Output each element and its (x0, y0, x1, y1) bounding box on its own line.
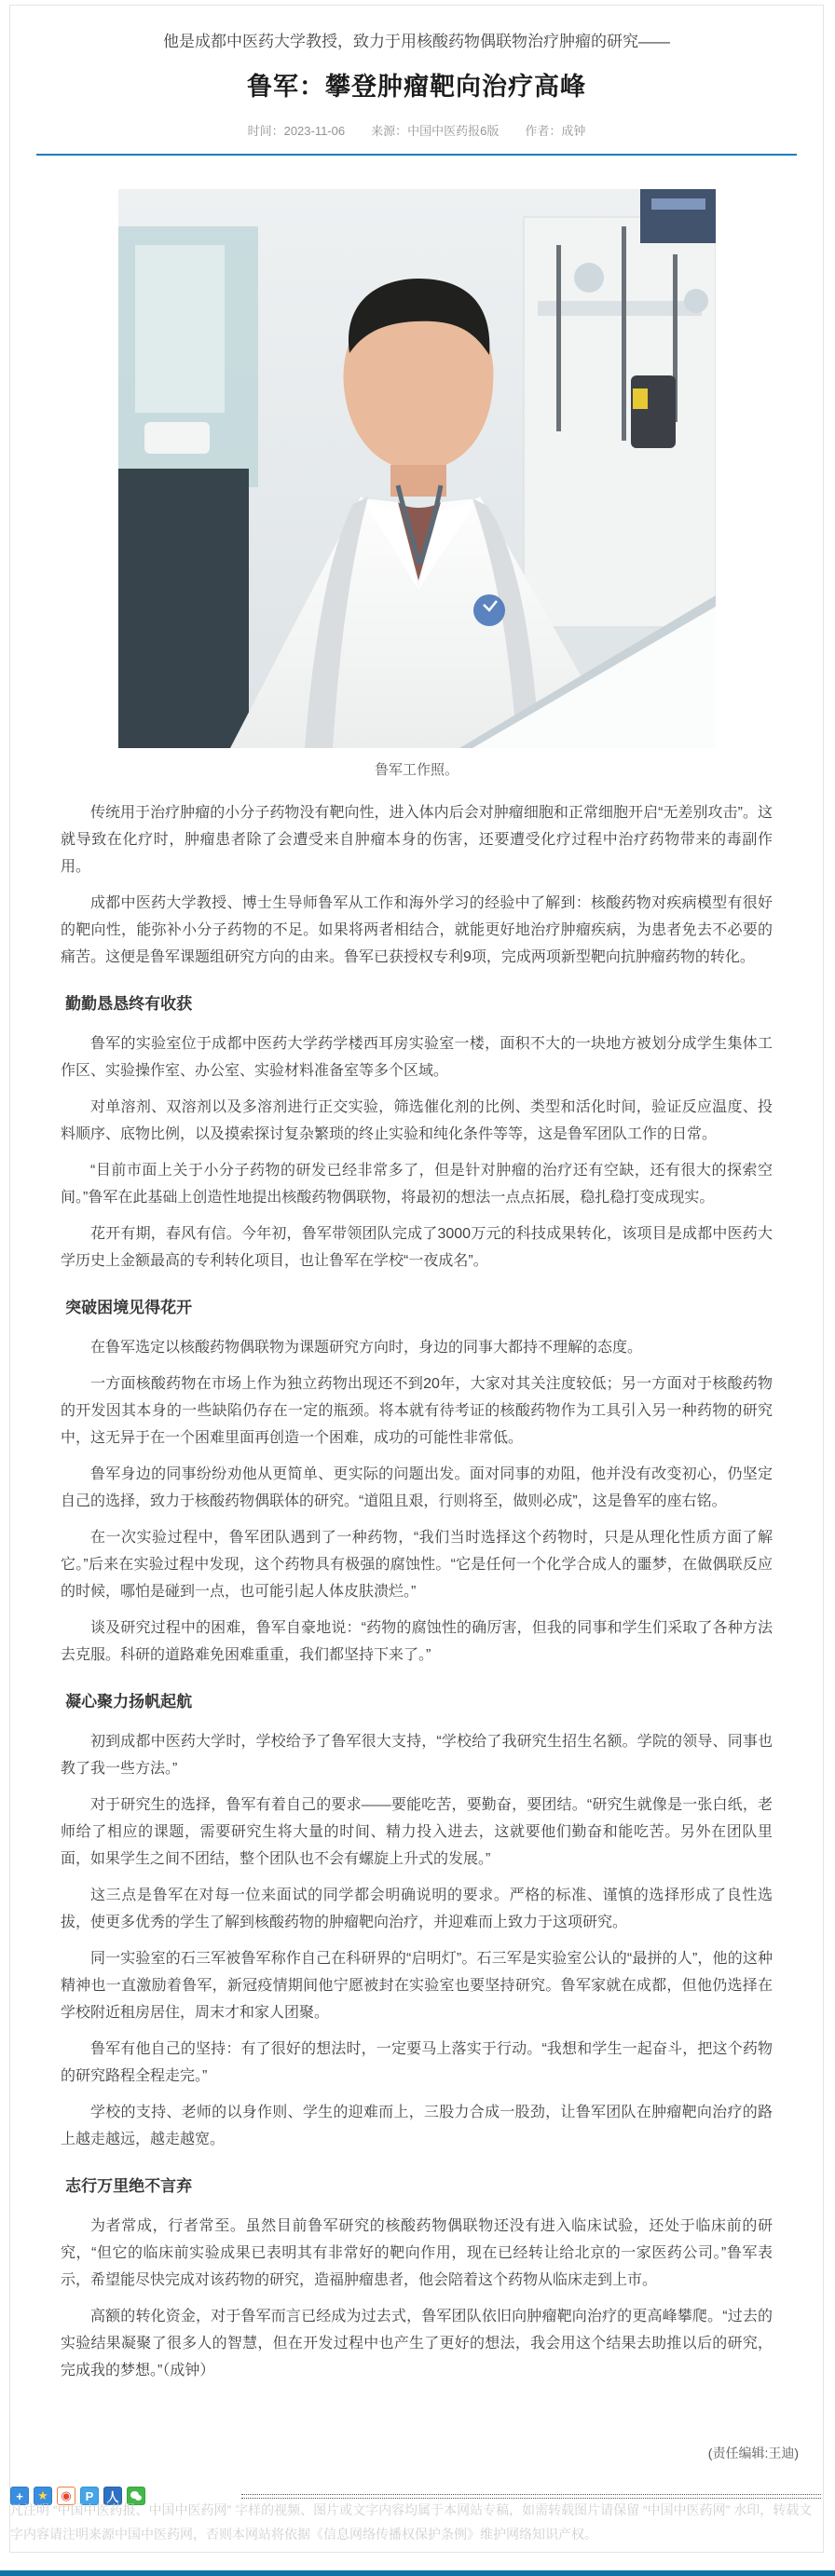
tencent-weibo-icon[interactable]: P (80, 2487, 99, 2505)
article-paragraph: 传统用于治疗肿瘤的小分子药物没有靶向性，进入体内后会对肿瘤细胞和正常细胞开启“无差别攻击”。这就导致在化疗时，肿瘤患者除了会遭受来自肿瘤本身的伤害，还要遭受化疗过程中治疗药物带来的毒副作用。 (61, 805, 773, 875)
article-paragraph: 对于研究生的选择，鲁军有着自己的要求——要能吃苦，要勤奋，要团结。“研究生就像是一张白纸，老师给了相应的课题，需要研究生将大量的时间、精力投入进去，这就要他们勤奋和能吃苦。另外在团队里面，如果学生之间不团结，整个团队也不会有螺旋上升式的发展。” (61, 1797, 773, 1867)
page-bottom-bar (0, 2570, 835, 2576)
article-paragraph: 成都中医药大学教授、博士生导师鲁军从工作和海外学习的经验中了解到：核酸药物对疾病模型有很好的靶向性，能弥补小分子药物的不足。如果将两者相结合，就能更好地治疗肿瘤疾病，为患者免去不必要的痛苦。这便是鲁军课题组研究方向的由来。鲁军已获授权专利9项，完成两项新型靶向抗肿瘤药物的转化。 (61, 895, 773, 965)
section-heading: 突破困境见得花开 (65, 1299, 193, 1316)
qzone-icon[interactable]: ★ (34, 2487, 52, 2505)
section-heading: 勤勤恳恳终有收获 (65, 995, 193, 1013)
photo-caption: 鲁军工作照。 (374, 762, 459, 778)
lab-photo-illustration (118, 189, 716, 748)
section-heading: 凝心聚力扬帆起航 (65, 1693, 193, 1711)
article-paragraph: 鲁军有他自己的坚持：有了很好的想法时，一定要马上落实于行动。“我想和学生一起奋斗，把这个药物的研究路程全程走完。” (61, 2041, 773, 2084)
article-paragraph: 高额的转化资金，对于鲁军而言已经成为过去式，鲁军团队依旧向肿瘤靶向治疗的更高峰攀爬。“过去的实验结果凝聚了很多人的智慧，但在开发过程中也产生了更好的想法，我会用这个结果去助推以后的研究，完成我的梦想。”（成钟） (61, 2309, 773, 2378)
copyright-notice: 凡注明 “中国中医药报、中国中医药网” 字样的视频、图片或文字内容均属于本网站专稿，如需转载图片请保留 “中国中医药网” 水印，转载文字内容请注明来源中国中医药网，否则本网站将依据《信息网络传播权保护条例》维护网络知识产权。 (10, 2502, 813, 2542)
meta-time: 时间：2023-11-06 (247, 124, 346, 138)
article-paragraph: 这三点是鲁军在对每一位来面试的同学都会明确说明的要求。严格的标准、谨慎的选择形成了良性选拔，使更多优秀的学生了解到核酸药物的肿瘤靶向治疗，并迎难而上致力于这项研究。 (61, 1888, 773, 1930)
article-paragraph: 谈及研究过程中的困难，鲁军自豪地说：“药物的腐蚀性的确厉害，但我的同事和学生们采取了各种方法去克服。科研的道路难免困难重重，我们都坚持下来了。” (61, 1620, 773, 1663)
article-paragraph: 在鲁军选定以核酸药物偶联物为课题研究方向时，身边的同事大都持不理解的态度。 (90, 1340, 643, 1356)
renren-icon[interactable]: 人 (103, 2487, 122, 2505)
article-photo (118, 189, 716, 748)
section-heading: 志行万里绝不言弃 (65, 2177, 193, 2195)
article-paragraph: 初到成都中医药大学时，学校给予了鲁军很大支持，“学校给了我研究生招生名额。学院的领导、同事也教了我一些方法。” (61, 1734, 773, 1777)
header-divider (36, 154, 797, 156)
share-plus-icon[interactable]: + (10, 2487, 29, 2505)
article-supertitle: 他是成都中医药大学教授，致力于用核酸药物偶联物治疗肿瘤的研究—— (163, 33, 670, 50)
article-meta (36, 121, 797, 139)
article-paragraph: 鲁军的实验室位于成都中医药大学药学楼西耳房实验室一楼，面积不大的一块地方被划分成学生集体工作区、实验操作室、办公室、实验材料准备室等多个区域。 (61, 1036, 773, 1079)
article-body (36, 799, 797, 2393)
editor-note: (责任编辑:王迪) (707, 2446, 799, 2460)
article-paragraph: 鲁军身边的同事纷纷劝他从更简单、更实际的问题出发。面对同事的劝阻，他并没有改变初心，仍坚定自己的选择，致力于核酸药物偶联体的研究。“道阻且艰，行则将至，做则必成”，这是鲁军的座右铭。 (61, 1466, 773, 1509)
meta-author: 作者：成钟 (525, 124, 586, 138)
sina-weibo-icon[interactable]: ◉ (57, 2487, 75, 2505)
article-paragraph: 在一次实验过程中，鲁军团队遇到了一种药物，“我们当时选择这个药物时，只是从理化性质方面了解它。”后来在实验过程中发现，这个药物具有极强的腐蚀性。“它是任何一个化学合成人的噩梦，在做偶联反应的时候，哪怕是碰到一点，也可能引起人体皮肤溃烂。” (61, 1530, 773, 1600)
meta-source: 来源：中国中医药报6版 (371, 124, 500, 138)
content-box (9, 5, 824, 2553)
article-paragraph: 对单溶剂、双溶剂以及多溶剂进行正交实验，筛选催化剂的比例、类型和活化时间，验证反应温度、投料顺序、底物比例，以及摸索探讨复杂繁琐的终止实验和纯化条件等等，这是鲁军团队工作的日常。 (61, 1099, 773, 1142)
article-paragraph: 为者常成，行者常至。虽然目前鲁军研究的核酸药物偶联物还没有进入临床试验，还处于临床前的研究，“但它的临床前实验成果已表明其有非常好的靶向作用，现在已经转让给北京的一家医药公司。”鲁军表示，希望能尽快完成对该药物的研究，造福肿瘤患者，他会陪着这个药物从临床走到上市。 (61, 2218, 773, 2288)
page-title: 鲁军：攀登肿瘤靶向治疗高峰 (247, 73, 586, 101)
article-paragraph: 同一实验室的石三军被鲁军称作自己在科研界的“启明灯”。石三军是实验室公认的“最拼的人”，他的这种精神也一直激励着鲁军，新冠疫情期间他宁愿被封在实验室也要坚持研究。鲁军家就在成都，但他仍选择在学校附近租房居住，周末才和家人团聚。 (61, 1951, 773, 2021)
article-paragraph: 学校的支持、老师的以身作则、学生的迎难而上，三股力合成一股劲，让鲁军团队在肿瘤靶向治疗的路上越走越远，越走越宽。 (61, 2105, 773, 2147)
article-paragraph: 一方面核酸药物在市场上作为独立药物出现还不到20年，大家对其关注度较低；另一方面对于核酸药物的开发因其本身的一些缺陷仍存在一定的瓶颈。将本就有待考证的核酸药物作为工具引入另一种药物的研究中，这无异于在一个困难里面再创造一个困难，成功的可能性非常低。 (61, 1376, 773, 1446)
article-paragraph: “目前市面上关于小分子药物的研发已经非常多了，但是针对肿瘤的治疗还有空缺，还有很大的探索空间。”鲁军在此基础上创造性地提出核酸药物偶联物，将最初的想法一点点拓展，稳扎稳打变成现实。 (61, 1163, 773, 1206)
article-paragraph: 花开有期，春风有信。今年初，鲁军带领团队完成了3000万元的科技成果转化，该项目是成都中医药大学历史上金额最高的专利转化项目，也让鲁军在学校“一夜成名”。 (61, 1226, 773, 1269)
